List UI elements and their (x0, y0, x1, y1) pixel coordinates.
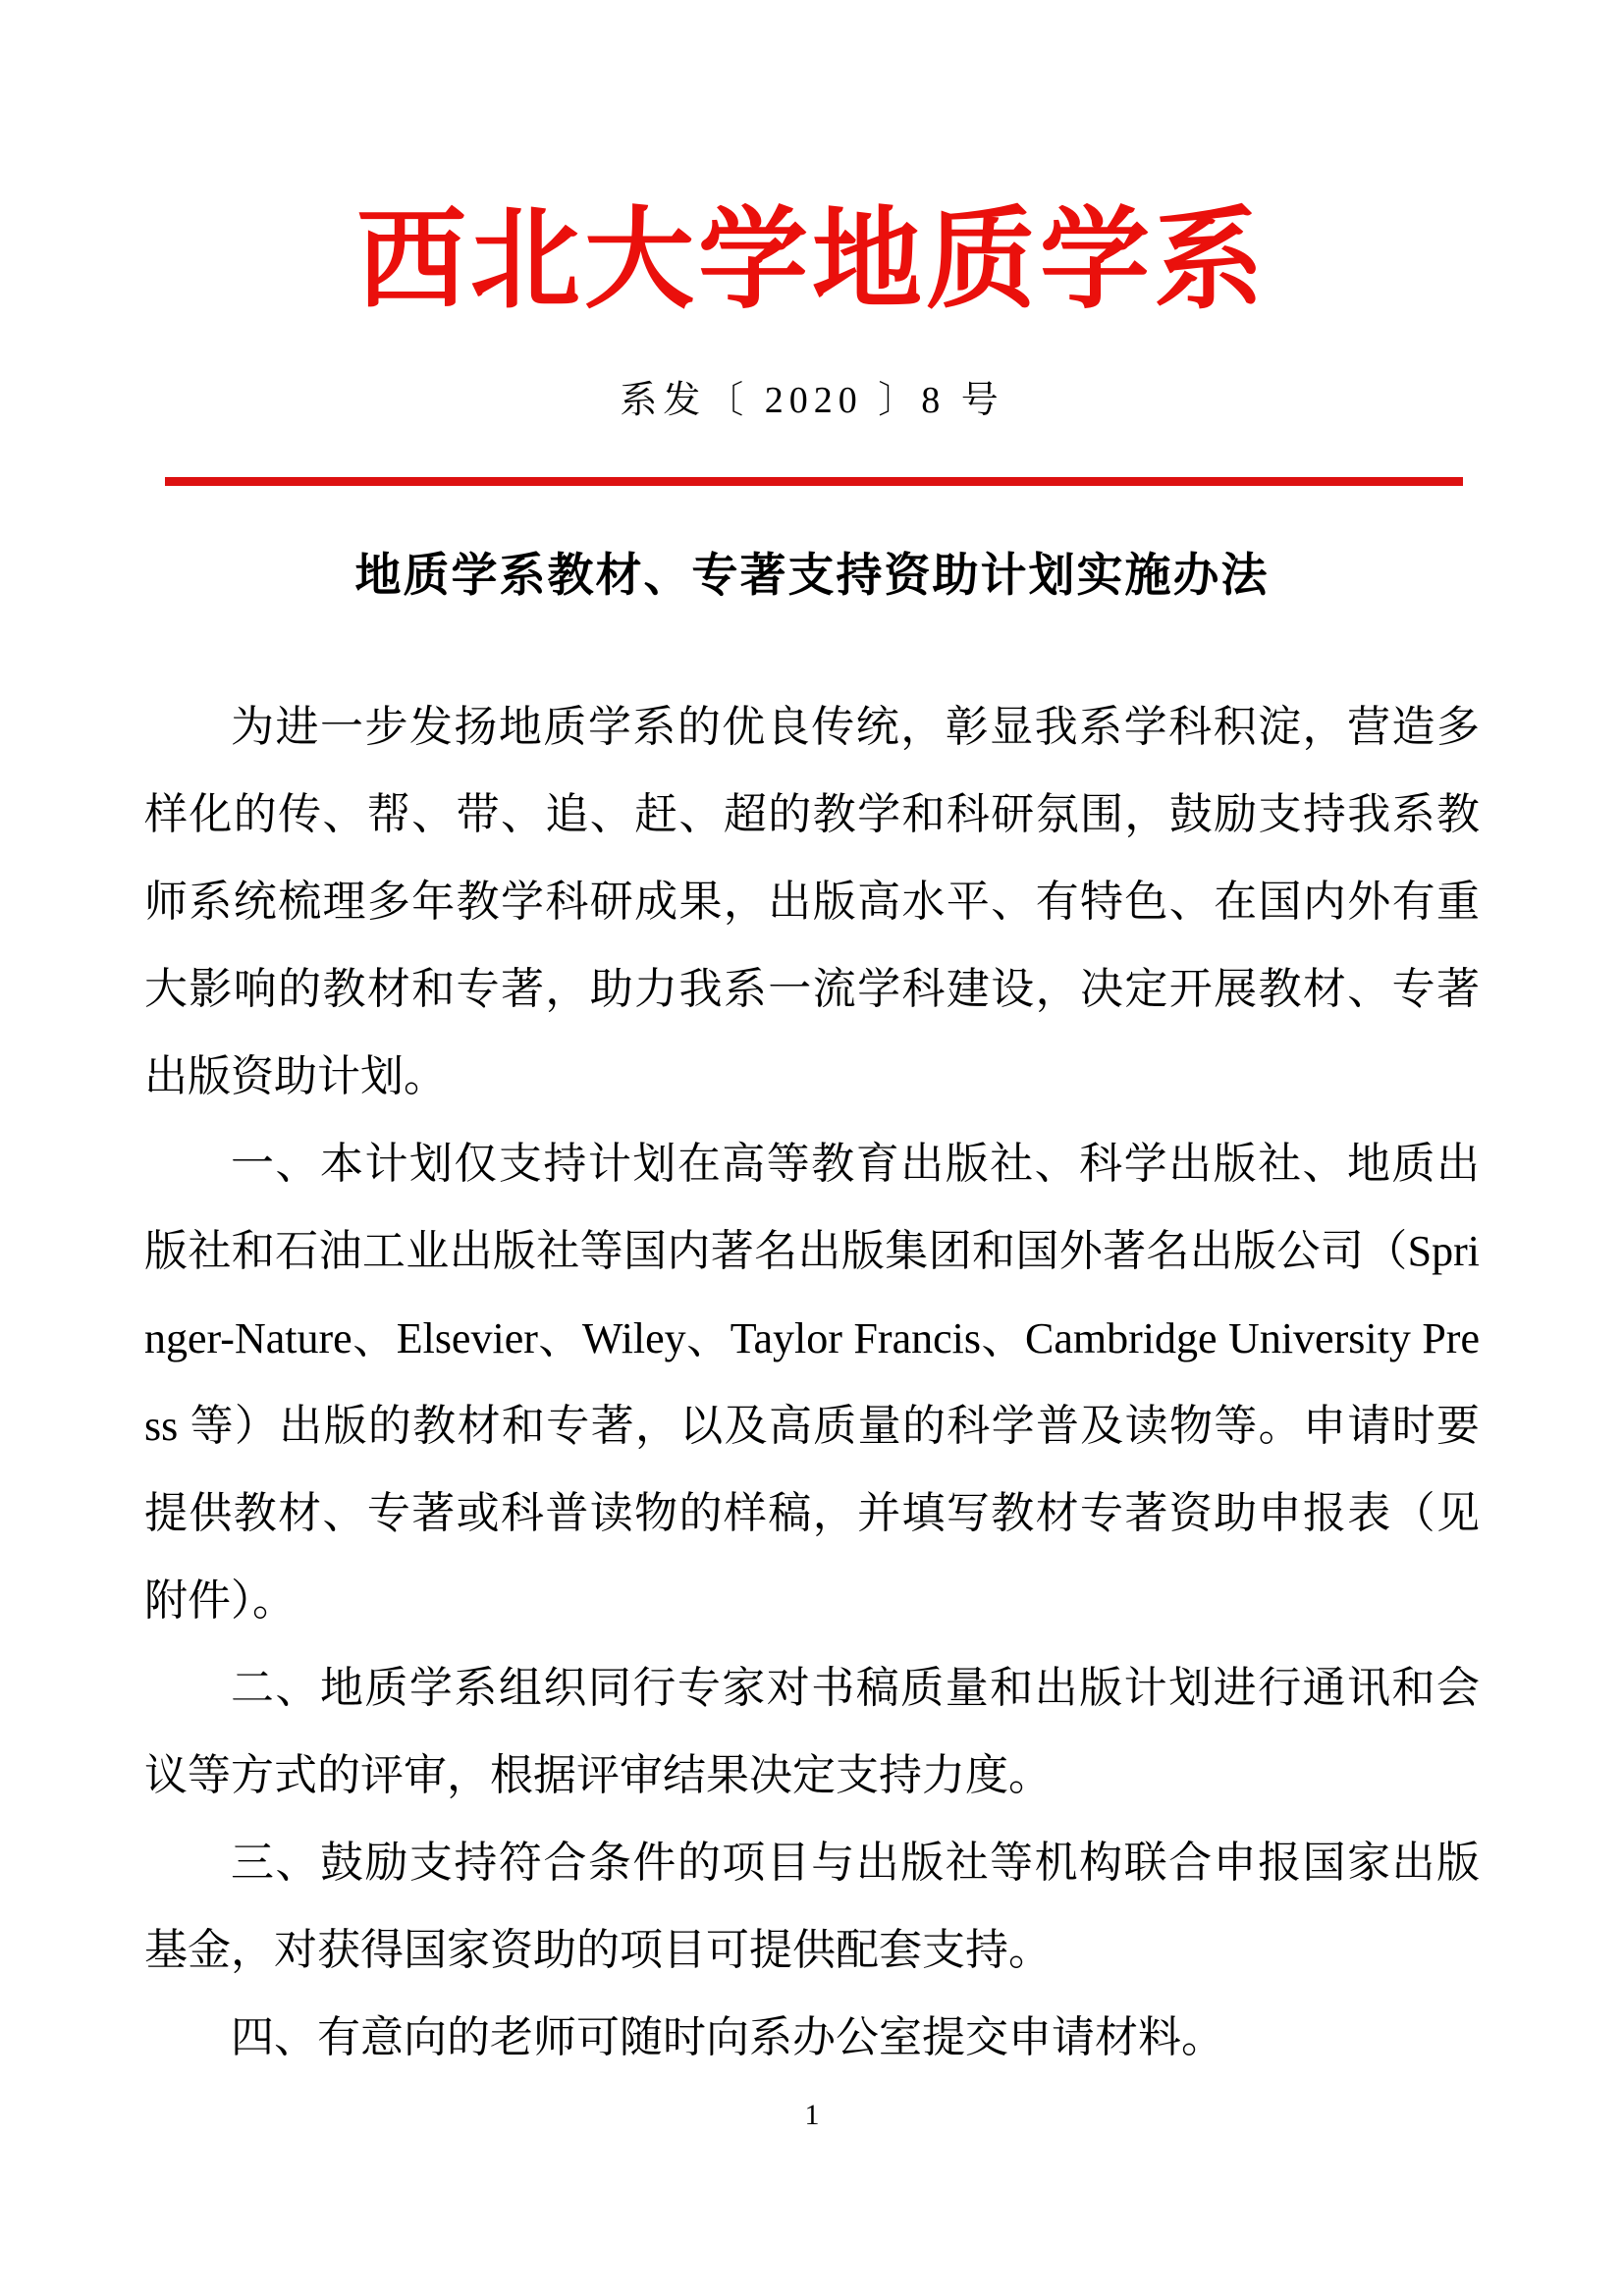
document-number: 系发〔 2020 〕8 号 (620, 380, 1004, 422)
body-paragraph: 一、本计划仅支持计划在高等教育出版社、科学出版社、地质出版社和石油工业出版社等国内著名出版集团和国外著名出版公司（Springer-Nature、Elsevier、Wiley、Taylor Francis、Cambridge University Press 等）出版的教材和专著，以及高质量的科学普及读物等。申请时要提供教材、专著或科普读物的样稿，并填写教材专著资助申报表（见附件）。 (144, 1140, 1480, 1626)
body-paragraph: 四、有意向的老师可随时向系办公室提交申请材料。 (231, 2013, 1224, 2062)
page-number: 1 (804, 2099, 820, 2131)
body-paragraph: 为进一步发扬地质学系的优良传统，彰显我系学科积淀，营造多样化的传、帮、带、追、赶、超的教学和科研氛围，鼓励支持我系教师系统梳理多年教学科研成果，出版高水平、有特色、在国内外有重大影响的教材和专著，助力我系一流学科建设，决定开展教材、专著出版资助计划。 (144, 703, 1480, 1101)
letterhead-org-title: 西北大学地质学系 (356, 200, 1268, 322)
body-paragraph: 三、鼓励支持符合条件的项目与出版社等机构联合申报国家出版基金，对获得国家资助的项目可提供配套支持。 (144, 1839, 1480, 1975)
document-title: 地质学系教材、专著支持资助计划实施办法 (354, 549, 1270, 602)
letterhead-divider-line (165, 477, 1463, 486)
body-paragraph: 二、地质学系组织同行专家对书稿质量和出版计划进行通讯和会议等方式的评审，根据评审结果决定支持力度。 (144, 1664, 1480, 1800)
document-body (144, 683, 1480, 2081)
